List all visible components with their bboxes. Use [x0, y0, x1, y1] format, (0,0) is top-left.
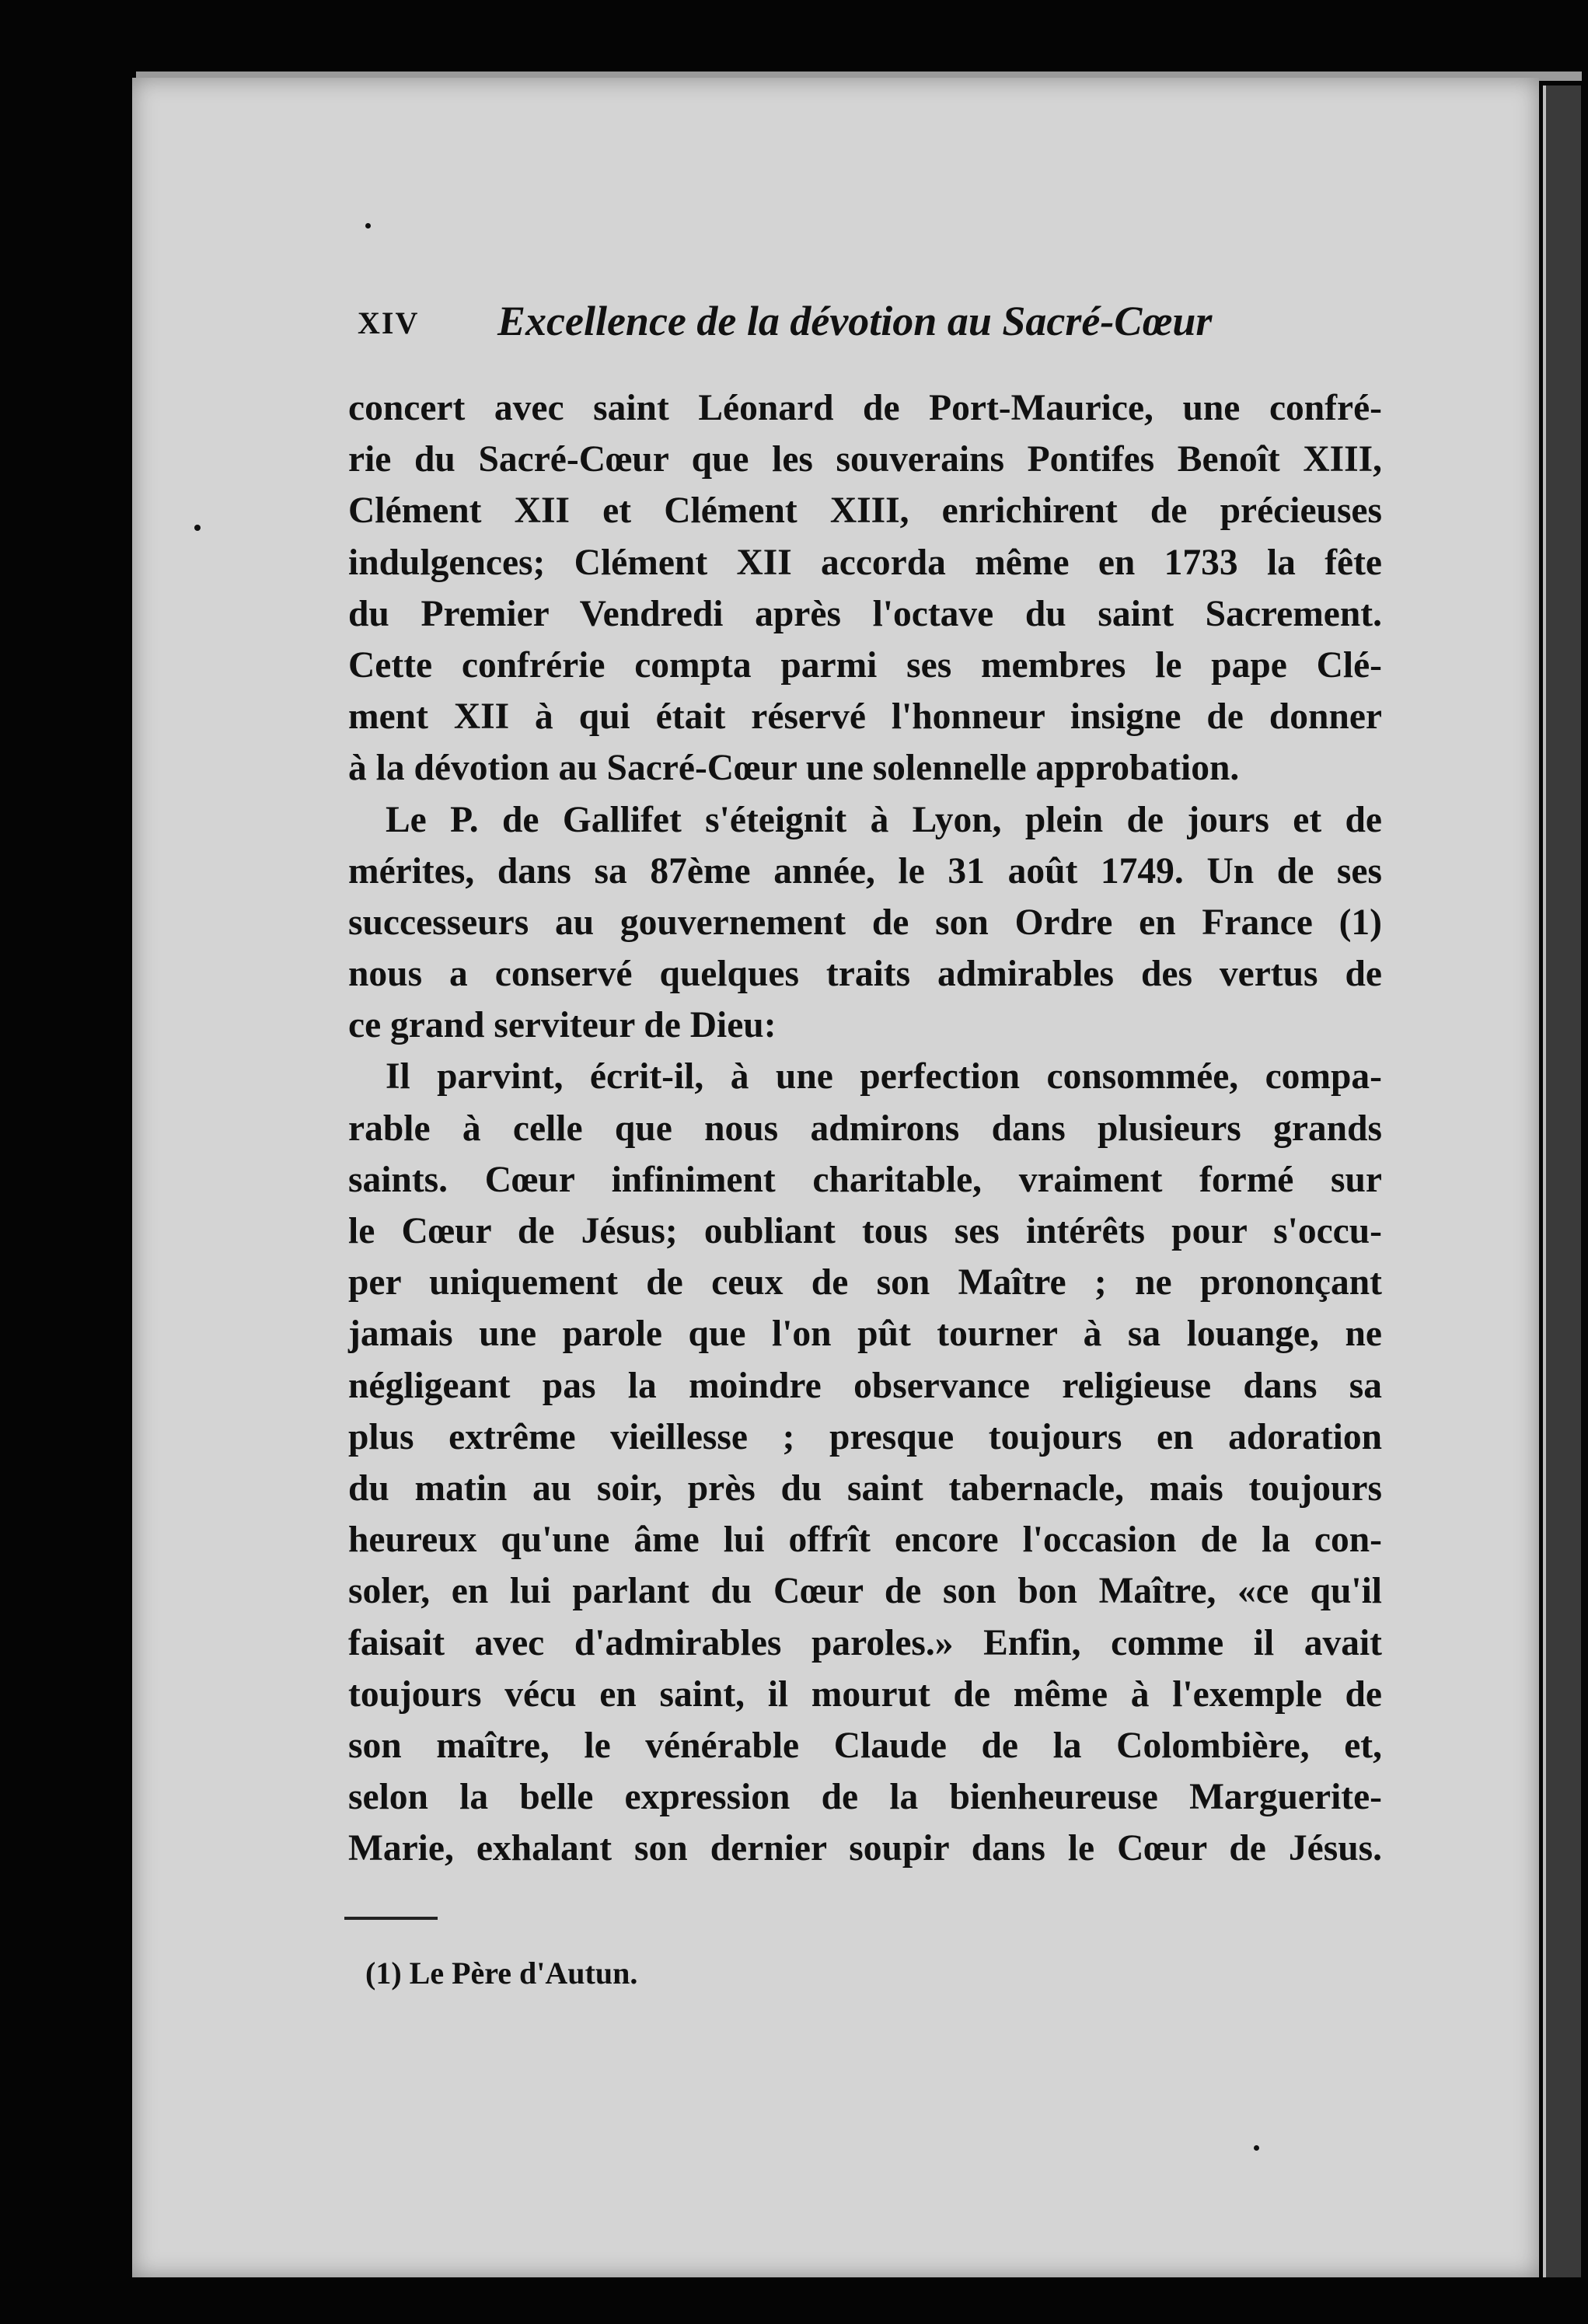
page-header: [358, 297, 1267, 351]
text-line: jamais une parole que l'on pût tourner à sa louange, ne: [348, 1314, 1382, 1355]
text-line: faisait avec d'admirables paroles.» Enfin, comme il avait: [348, 1622, 1382, 1663]
dust-speck: [194, 525, 201, 531]
text-line: toujours vécu en saint, il mourut de même à l'exemple de: [348, 1673, 1382, 1715]
dust-speck: [1254, 2145, 1259, 2151]
text-line: ment XII à qui était réservé l'honneur insigne de donner: [348, 696, 1382, 738]
page-right-edge: [1543, 85, 1581, 2277]
text-line: per uniquement de ceux de son Maître ; ne prononçant: [348, 1262, 1382, 1303]
text-line: selon la belle expression de la bienheureuse Marguerite-: [348, 1777, 1382, 1818]
text-line: plus extrême vieillesse ; presque toujours en adoration: [348, 1416, 1382, 1457]
running-title: Excellence de la dévotion au Sacré-Cœur: [497, 298, 1213, 344]
body-text: [348, 382, 1382, 1874]
text-line: nous a conservé quelques traits admirables des vertus de: [348, 954, 1382, 995]
footnote: (1) Le Père d'Autun.: [365, 1956, 638, 1991]
text-line: ce grand serviteur de Dieu:: [348, 1005, 777, 1046]
text-line: heureux qu'une âme lui offrît encore l'occasion de la con-: [348, 1520, 1382, 1561]
text-line: successeurs au gouvernement de son Ordre en France (1): [348, 902, 1382, 943]
text-line: mérites, dans sa 87ème année, le 31 août 1749. Un de ses: [348, 850, 1382, 892]
text-line: rable à celle que nous admirons dans plusieurs grands: [348, 1108, 1382, 1149]
text-line: Le P. de Gallifet s'éteignit à Lyon, plein de jours et de: [386, 799, 1382, 840]
text-line: le Cœur de Jésus; oubliant tous ses intérêts pour s'occu-: [348, 1211, 1382, 1251]
text-line: négligeant pas la moindre observance religieuse dans sa: [348, 1365, 1382, 1406]
text-line: Il parvint, écrit-il, à une perfection consommée, compa-: [386, 1056, 1382, 1097]
page-number: XIV: [358, 305, 420, 340]
text-line: à la dévotion au Sacré-Cœur une solennelle approbation.: [348, 748, 1240, 789]
text-line: soler, en lui parlant du Cœur de son bon Maître, «ce qu'il: [348, 1571, 1382, 1612]
text-line: indulgences; Clément XII accorda même en 1733 la fête: [348, 542, 1382, 583]
text-line: saints. Cœur infiniment charitable, vraiment formé sur: [348, 1159, 1382, 1200]
text-line: son maître, le vénérable Claude de la Colombière, et,: [348, 1725, 1382, 1766]
text-line: du matin au soir, près du saint tabernacle, mais toujours: [348, 1467, 1382, 1509]
text-line: Marie, exhalant son dernier soupir dans le Cœur de Jésus.: [348, 1828, 1382, 1869]
text-line: Cette confrérie compta parmi ses membres le pape Clé-: [348, 644, 1382, 686]
dust-speck: [365, 223, 371, 229]
text-line: concert avec saint Léonard de Port-Maurice, une confré-: [348, 388, 1382, 428]
footnote-rule: [344, 1917, 438, 1920]
text-line: Clément XII et Clément XIII, enrichirent de précieuses: [348, 490, 1382, 532]
text-line: du Premier Vendredi après l'octave du saint Sacrement.: [348, 593, 1382, 634]
text-line: rie du Sacré-Cœur que les souverains Pontifes Benoît XIII,: [348, 439, 1382, 480]
